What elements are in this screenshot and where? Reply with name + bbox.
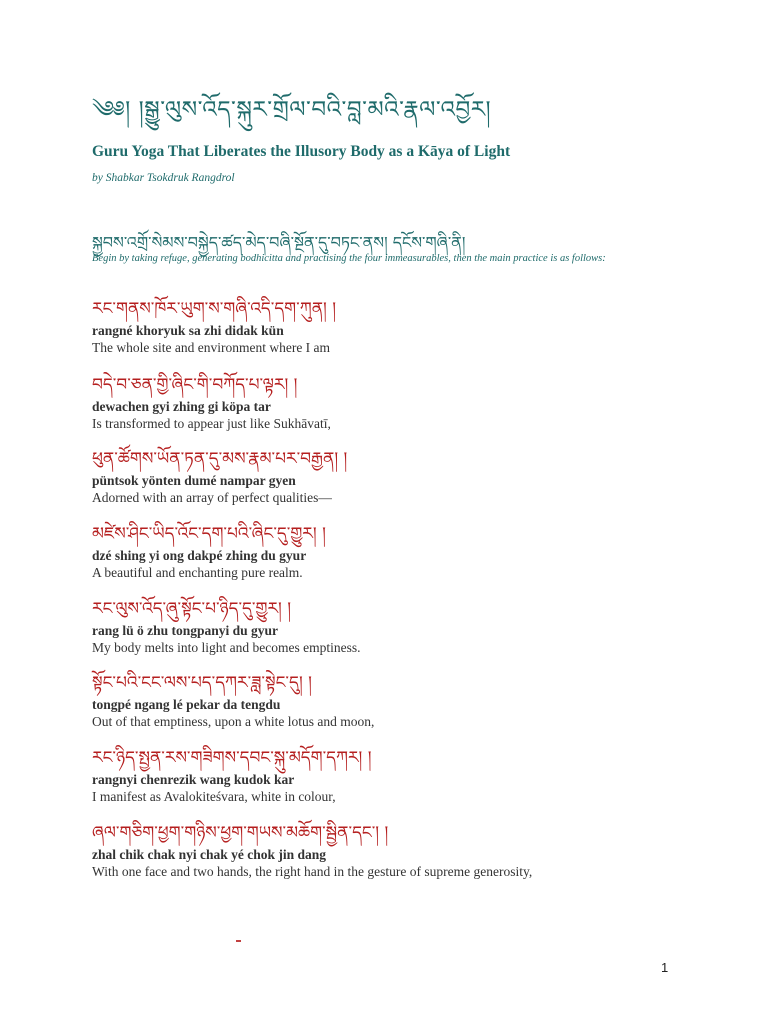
verse-5 bbox=[92, 596, 692, 656]
verse-2 bbox=[92, 372, 692, 432]
verse-transliteration: tongpé ngang lé pekar da tengdu bbox=[92, 697, 281, 712]
verse-tibetan: རང་ཉིད་སྤྱན་རས་གཟིགས་དབང་སྐུ་མདོག་དཀར། ། bbox=[92, 748, 372, 768]
verse-transliteration: rangnyi chenrezik wang kudok kar bbox=[92, 772, 295, 787]
verse-translation: Adorned with an array of perfect qualities— bbox=[92, 490, 332, 505]
verse-7 bbox=[92, 745, 692, 805]
page-number: 1 bbox=[661, 960, 669, 975]
intro-english: Begin by taking refuge, generating bodhicitta and practising the four immeasurables, then the main practice is as follows: bbox=[92, 253, 606, 264]
verse-transliteration: zhal chik chak nyi chak yé chok jin dang bbox=[92, 847, 327, 862]
verse-transliteration: rang lü ö zhu tongpanyi du gyur bbox=[92, 623, 279, 638]
verse-transliteration: püntsok yönten dumé nampar gyen bbox=[92, 473, 296, 488]
verse-transliteration: rangné khoryuk sa zhi didak kün bbox=[92, 323, 284, 338]
verse-tibetan: སྟོང་པའི་ངང་ལས་པད་དཀར་ཟླ་སྟེང་དུ། ། bbox=[92, 673, 312, 693]
page-title: Guru Yoga That Liberates the Illusory Body as a Kāya of Light bbox=[92, 143, 511, 160]
verse-translation: With one face and two hands, the right hand in the gesture of supreme generosity, bbox=[92, 864, 533, 879]
verse-8 bbox=[92, 820, 692, 880]
verse-3 bbox=[92, 446, 692, 506]
verse-translation: The whole site and environment where I am bbox=[92, 340, 331, 355]
verse-tibetan: ཞལ་གཅིག་ཕྱག་གཉིས་ཕྱག་གཡས་མཆོག་སྦྱིན་དང་། ། bbox=[92, 823, 389, 843]
stray-mark bbox=[236, 940, 241, 942]
tibetan-title: ༄༅། །སྒྱུ་ལུས་འོད་སྐུར་གྲོལ་བའི་བླ་མའི་རྣལ་འབྱོར། bbox=[92, 97, 492, 123]
verse-translation: My body melts into light and becomes emptiness. bbox=[92, 640, 361, 655]
verse-tibetan: མཛེས་ཤིང་ཡིད་འོང་དག་པའི་ཞིང་དུ་གྱུར། ། bbox=[92, 524, 326, 544]
verse-tibetan: ཕུན་ཚོགས་ཡོན་ཏན་དུ་མས་རྣམ་པར་བརྒྱན། ། bbox=[92, 449, 348, 469]
verse-1 bbox=[92, 296, 692, 356]
verse-tibetan: རང་གནས་ཁོར་ཡུག་ས་གཞི་འདི་དག་ཀུན། ། bbox=[92, 299, 336, 319]
verse-translation: Is transformed to appear just like Sukhāvatī, bbox=[92, 416, 331, 431]
verse-4 bbox=[92, 521, 692, 581]
verse-transliteration: dzé shing yi ong dakpé zhing du gyur bbox=[92, 548, 307, 563]
verse-tibetan: རང་ལུས་འོད་ཞུ་སྟོང་པ་ཉིད་དུ་གྱུར། ། bbox=[92, 599, 291, 619]
verse-tibetan: བདེ་བ་ཅན་གྱི་ཞིང་གི་བཀོད་པ་ལྟར། ། bbox=[92, 375, 298, 395]
verse-6 bbox=[92, 670, 692, 730]
verse-translation: I manifest as Avalokiteśvara, white in colour, bbox=[92, 789, 336, 804]
verse-translation: Out of that emptiness, upon a white lotus and moon, bbox=[92, 714, 375, 729]
intro-tibetan: སྐྱབས་འགྲོ་སེམས་བསྐྱེད་ཚད་མེད་བཞི་སྔོན་དུ་བཏང་ནས། དངོས་གཞི་ནི། bbox=[92, 233, 466, 252]
verse-transliteration: dewachen gyi zhing gi köpa tar bbox=[92, 399, 271, 414]
verse-translation: A beautiful and enchanting pure realm. bbox=[92, 565, 303, 580]
author-line: by Shabkar Tsokdruk Rangdrol bbox=[92, 172, 235, 184]
